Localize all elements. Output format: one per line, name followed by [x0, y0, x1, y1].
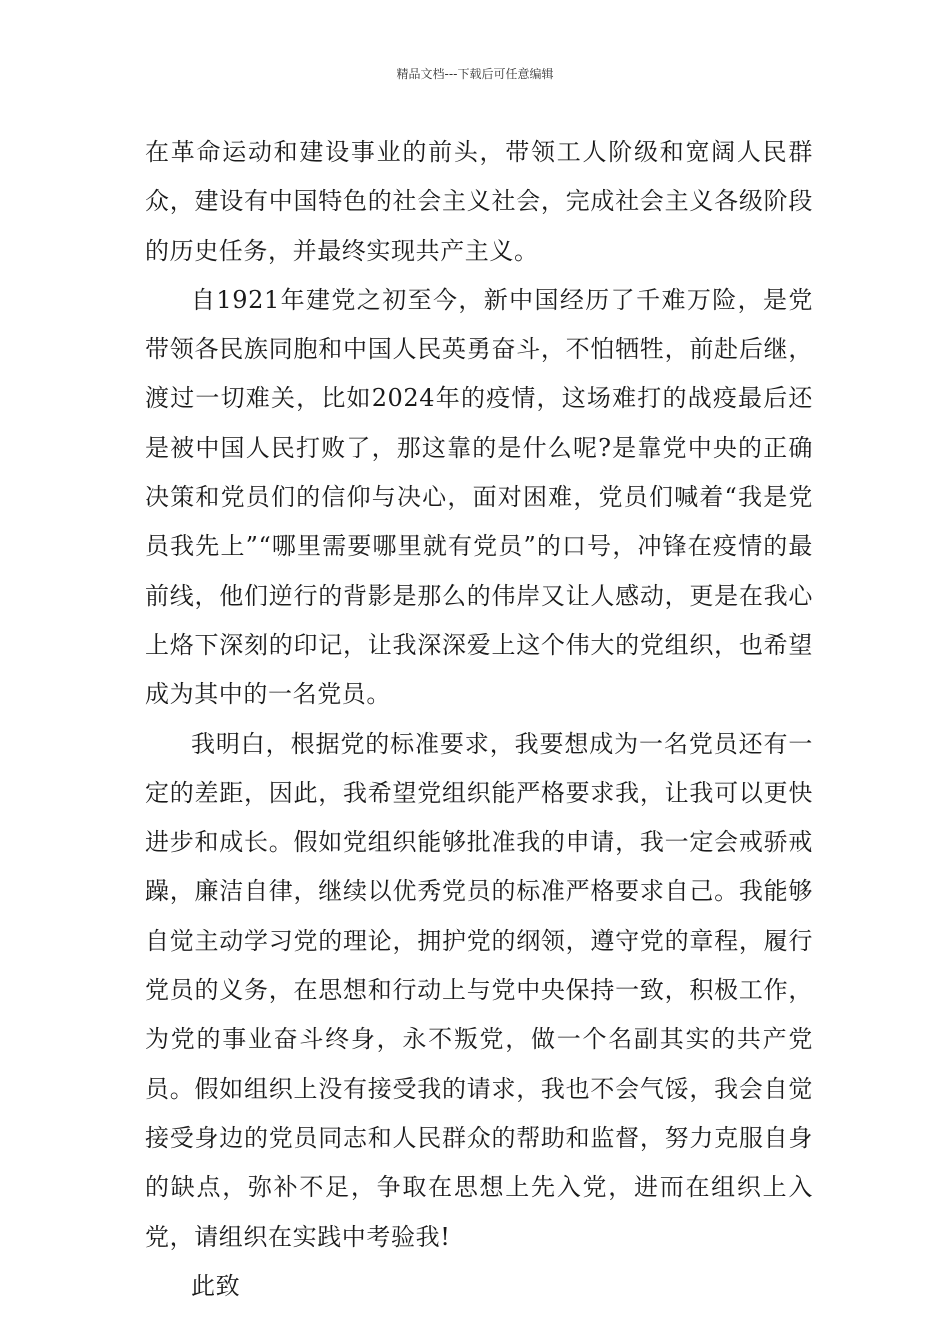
paragraph-commitment: 我明白，根据党的标准要求，我要想成为一名党员还有一定的差距，因此，我希望党组织能严格要求我，让我可以更快进步和成长。假如党组织能够批准我的申请，我一定会戒骄戒躁，廉洁自律，继续以优秀党员的标准严格要求自己。我能够自觉主动学习党的理论，拥护党的纲领，遵守党的章程，履行党员的义务，在思想和行动上与党中央保持一致，积极工作，为党的事业奋斗终身，永不叛党，做一个名副其实的共产党员。假如组织上没有接受我的请求，我也不会气馁，我会自觉接受身边的党员同志和人民群众的帮助和监督，努力克服自身的缺点，弥补不足，争取在思想上先入党，进而在组织上入党，请组织在实践中考验我!	[145, 729, 813, 1251]
closing-salutation: 此致	[191, 1271, 241, 1300]
document-body	[145, 128, 813, 1311]
page-header: 精品文档---下载后可任意编辑	[396, 67, 554, 81]
paragraph-history: 自1921年建党之初至今，新中国经历了千难万险，是党带领各民族同胞和中国人民英勇奋斗，不怕牺牲，前赴后继，渡过一切难关，比如2024年的疫情，这场难打的战疫最后还是被中国人民打败了，那这靠的是什么呢?是靠党中央的正确决策和党员们的信仰与决心，面对困难，党员们喊着“我是党员我先上”“哪里需要哪里就有党员”的口号，冲锋在疫情的最前线，他们逆行的背影是那么的伟岸又让人感动，更是在我心上烙下深刻的印记，让我深深爱上这个伟大的党组织，也希望成为其中的一名党员。	[145, 285, 813, 709]
paragraph-continuation: 在革命运动和建设事业的前头，带领工人阶级和宽阔人民群众，建设有中国特色的社会主义社会，完成社会主义各级阶段的历史任务，并最终实现共产主义。	[145, 138, 813, 265]
